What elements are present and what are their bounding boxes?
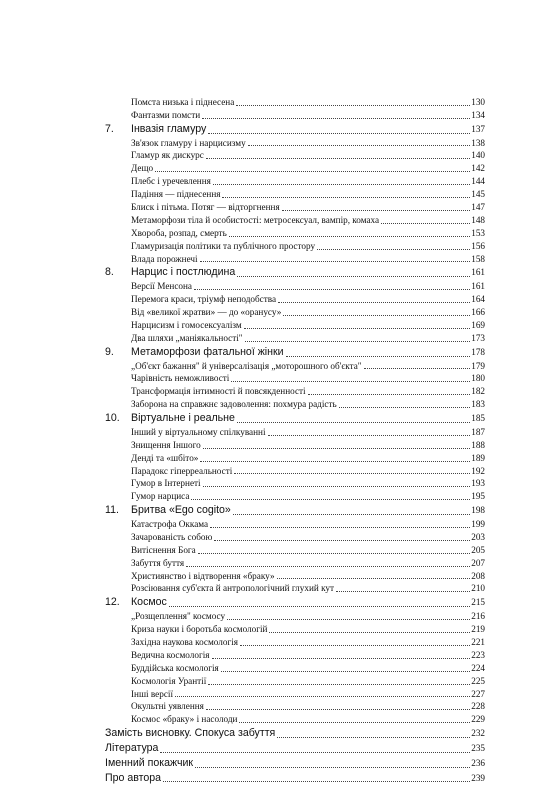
entry-title: Зачарованість собою	[131, 531, 213, 542]
entry-title: Версії Менсона	[131, 281, 192, 292]
page-number: 235	[471, 742, 485, 753]
toc-section-entry	[105, 227, 485, 240]
toc-section-entry	[105, 253, 485, 266]
page-number: 173	[471, 332, 485, 343]
entry-title: Дещо	[131, 163, 154, 174]
dot-leader	[381, 223, 470, 224]
page-number: 169	[471, 319, 485, 330]
page-number: 156	[471, 240, 485, 251]
dot-leader	[175, 696, 470, 697]
toc-section-entry	[105, 188, 485, 201]
dot-leader	[308, 394, 471, 395]
dot-leader	[231, 381, 470, 382]
dot-leader	[239, 722, 470, 723]
dot-leader	[227, 619, 470, 620]
entry-title: Окультні уявлення	[131, 701, 204, 712]
toc-section-entry	[105, 240, 485, 253]
dot-leader	[169, 606, 470, 607]
toc-chapter-entry	[105, 503, 485, 518]
dot-leader	[277, 737, 470, 738]
toc-chapter-entry	[105, 122, 485, 137]
page-number: 161	[471, 281, 485, 292]
toc-section-entry	[105, 372, 485, 385]
entry-title: Буддійська космологія	[131, 662, 219, 673]
entry-title: Література	[105, 741, 159, 754]
toc-section-entry	[105, 518, 485, 531]
entry-title: Метаморфози тіла й особистості: метросексуал, вампір, комаха	[131, 214, 380, 225]
page-number: 193	[471, 478, 485, 489]
toc-backmatter-entry	[105, 726, 485, 741]
page-number: 178	[471, 346, 485, 357]
entry-title: Два шляхи „маніякальності"	[131, 332, 243, 343]
dot-leader	[208, 684, 470, 685]
entry-title: Християнство і відтворення «браку»	[131, 570, 275, 581]
page-number: 187	[471, 426, 485, 437]
dot-leader	[213, 184, 470, 185]
page-number: 232	[471, 728, 485, 739]
toc-section-entry	[105, 319, 485, 332]
entry-title: Забуття буття	[131, 557, 185, 568]
entry-title: Від «великої жратви» — до «оранусу»	[131, 307, 282, 318]
entry-title: Космос	[131, 596, 167, 609]
page-number: 140	[471, 150, 485, 161]
page-number: 188	[471, 439, 485, 450]
page-number: 223	[471, 649, 485, 660]
page-number: 164	[471, 294, 485, 305]
table-of-contents	[105, 96, 485, 785]
page-number: 198	[471, 505, 485, 516]
entry-title: Гумор в Інтернеті	[131, 478, 201, 489]
entry-title: Гумор нарциса	[131, 491, 190, 502]
page-number: 207	[471, 557, 485, 568]
page-number: 205	[471, 544, 485, 555]
entry-title: Хвороба, розпад, смерть	[131, 227, 227, 238]
dot-leader	[244, 328, 470, 329]
page-number: 221	[471, 636, 485, 647]
dot-leader	[206, 709, 470, 710]
toc-backmatter-entry	[105, 756, 485, 771]
dot-leader	[236, 105, 470, 106]
entry-title: Віртуальне і реальне	[131, 412, 235, 425]
page-number: 153	[471, 227, 485, 238]
dot-leader	[198, 553, 470, 554]
toc-section-entry	[105, 162, 485, 175]
dot-leader	[339, 407, 471, 408]
page-number: 227	[471, 688, 485, 699]
entry-title: „Об'єкт бажання" й універсалізація „моторошного об'єкта"	[131, 360, 362, 371]
page-number: 185	[471, 413, 485, 424]
entry-title: Катастрофа Оккама	[131, 519, 209, 530]
page-number: 158	[471, 253, 485, 264]
dot-leader	[277, 578, 471, 579]
toc-section-entry	[105, 398, 485, 411]
dot-leader	[210, 527, 470, 528]
page-number: 199	[471, 519, 485, 530]
entry-title: Денді та «шбіто»	[131, 452, 199, 463]
page-number: 215	[471, 597, 485, 608]
page-number: 179	[471, 360, 485, 371]
page-number: 130	[471, 96, 485, 107]
dot-leader	[200, 461, 470, 462]
toc-section-entry	[105, 675, 485, 688]
toc-section-entry	[105, 201, 485, 214]
entry-title: Ведична космологія	[131, 649, 210, 660]
entry-title: Перемога краси, тріумф неподобства	[131, 294, 277, 305]
entry-title: Блиск і пітьма. Потяг — відторгнення	[131, 202, 280, 213]
entry-title: Падіння — піднесення	[131, 189, 221, 200]
entry-title: Іменний покажчик	[105, 756, 194, 769]
dot-leader	[317, 249, 470, 250]
entry-title: Інші версії	[131, 688, 174, 699]
dot-leader	[155, 171, 470, 172]
page-number: 210	[471, 583, 485, 594]
dot-leader	[206, 158, 470, 159]
dot-leader	[208, 133, 470, 134]
page-number: 195	[471, 491, 485, 502]
dot-leader	[283, 315, 470, 316]
toc-section-entry	[105, 465, 485, 478]
entry-title: Трансформація інтимності й повсякденності	[131, 386, 306, 397]
entry-title: Гламур як дискурс	[131, 150, 204, 161]
chapter-number: 8.	[105, 266, 114, 279]
toc-chapter-entry	[105, 411, 485, 426]
chapter-number: 9.	[105, 345, 114, 358]
toc-section-entry	[105, 477, 485, 490]
toc-chapter-entry	[105, 595, 485, 610]
dot-leader	[237, 422, 470, 423]
toc-section-entry	[105, 700, 485, 713]
page-number: 239	[471, 772, 485, 783]
dot-leader	[222, 197, 470, 198]
toc-section-entry	[105, 649, 485, 662]
dot-leader	[364, 368, 471, 369]
page-number: 228	[471, 701, 485, 712]
page-number: 134	[471, 109, 485, 120]
page-number: 208	[471, 570, 485, 581]
toc-section-entry	[105, 149, 485, 162]
toc-section-entry	[105, 662, 485, 675]
entry-title: Зв'язок гламуру і нарцисизму	[131, 137, 246, 148]
chapter-number: 10.	[105, 412, 120, 425]
chapter-number: 12.	[105, 596, 120, 609]
entry-title: Знищення Іншого	[131, 439, 201, 450]
dot-leader	[203, 448, 470, 449]
entry-title: Помста низька і піднесена	[131, 96, 235, 107]
toc-section-entry	[105, 293, 485, 306]
page-number: 142	[471, 163, 485, 174]
page-number: 148	[471, 214, 485, 225]
dot-leader	[269, 632, 470, 633]
page-number: 225	[471, 675, 485, 686]
entry-title: Космос «браку» і насолоди	[131, 714, 238, 725]
entry-title: Витіснення Бога	[131, 544, 196, 555]
toc-section-entry	[105, 636, 485, 649]
toc-section-entry	[105, 439, 485, 452]
toc-section-entry	[105, 175, 485, 188]
page-number: 145	[471, 189, 485, 200]
page-number: 229	[471, 714, 485, 725]
dot-leader	[160, 752, 470, 753]
dot-leader	[268, 435, 471, 436]
entry-title: Чарівність неможливості	[131, 373, 230, 384]
toc-chapter-entry	[105, 345, 485, 360]
toc-section-entry	[105, 582, 485, 595]
entry-title: Парадокс гіперреальності	[131, 465, 233, 476]
page-number: 161	[471, 267, 485, 278]
entry-title: Влада порожнечі	[131, 253, 198, 264]
dot-leader	[194, 289, 470, 290]
chapter-number: 7.	[105, 122, 114, 135]
entry-title: Гламуризація політики та публічного простору	[131, 240, 316, 251]
entry-title: Плебс і уречевлення	[131, 176, 211, 187]
toc-section-entry	[105, 544, 485, 557]
toc-section-entry	[105, 623, 485, 636]
dot-leader	[286, 356, 471, 357]
toc-section-entry	[105, 713, 485, 726]
toc-section-entry	[105, 570, 485, 583]
toc-backmatter-entry	[105, 771, 485, 786]
dot-leader	[212, 658, 471, 659]
toc-section-entry	[105, 360, 485, 373]
page-number: 180	[471, 373, 485, 384]
entry-title: Інший у віртуальному спілкуванні	[131, 426, 266, 437]
page-number: 183	[471, 399, 485, 410]
page-number: 203	[471, 531, 485, 542]
dot-leader	[282, 210, 471, 211]
dot-leader	[229, 236, 470, 237]
toc-section-entry	[105, 385, 485, 398]
entry-title: Нарцис і постлюдина	[131, 266, 236, 279]
page-number: 236	[471, 757, 485, 768]
entry-title: Заборона на справжнє задоволення: похмура радість	[131, 399, 337, 410]
entry-title: Криза науки і боротьба космологій	[131, 624, 268, 635]
page-number: 137	[471, 123, 485, 134]
dot-leader	[278, 302, 470, 303]
dot-leader	[202, 118, 470, 119]
entry-title: Фантазми помсти	[131, 109, 201, 120]
dot-leader	[221, 671, 470, 672]
dot-leader	[336, 591, 470, 592]
page-number: 216	[471, 611, 485, 622]
entry-title: Космологія Урантії	[131, 675, 207, 686]
toc-chapter-entry	[105, 265, 485, 280]
toc-section-entry	[105, 610, 485, 623]
entry-title: Замість висновку. Спокуса забуття	[105, 727, 276, 740]
dot-leader	[200, 261, 471, 262]
toc-section-entry	[105, 214, 485, 227]
toc-section-entry	[105, 688, 485, 701]
page-number: 189	[471, 452, 485, 463]
page-number: 192	[471, 465, 485, 476]
toc-section-entry	[105, 452, 485, 465]
toc-section-entry	[105, 306, 485, 319]
page-number: 182	[471, 386, 485, 397]
dot-leader	[237, 276, 470, 277]
dot-leader	[234, 473, 470, 474]
toc-section-entry	[105, 557, 485, 570]
chapter-number: 11.	[105, 504, 119, 517]
page-number: 219	[471, 624, 485, 635]
entry-title: Західна наукова космологія	[131, 636, 239, 647]
dot-leader	[248, 145, 471, 146]
dot-leader	[240, 645, 470, 646]
page-number: 138	[471, 137, 485, 148]
entry-title: Про автора	[105, 771, 162, 784]
page-number: 224	[471, 662, 485, 673]
dot-leader	[195, 767, 470, 768]
page-number: 147	[471, 202, 485, 213]
toc-section-entry	[105, 531, 485, 544]
page-number: 144	[471, 176, 485, 187]
entry-title: Бритва «Ego cogito»	[131, 504, 231, 517]
page-number: 166	[471, 307, 485, 318]
dot-leader	[186, 566, 470, 567]
dot-leader	[245, 341, 471, 342]
entry-title: Нарцисизм і гомосексуалізм	[131, 319, 242, 330]
entry-title: Метаморфози фатальної жінки	[131, 345, 284, 358]
toc-section-entry	[105, 426, 485, 439]
dot-leader	[191, 499, 470, 500]
dot-leader	[163, 781, 470, 782]
toc-section-entry	[105, 280, 485, 293]
toc-section-entry	[105, 490, 485, 503]
dot-leader	[203, 486, 471, 487]
entry-title: Інвазія гламуру	[131, 122, 207, 135]
toc-section-entry	[105, 137, 485, 150]
toc-backmatter-entry	[105, 741, 485, 756]
entry-title: Розсіювання суб'єкта й антропологічний глухий кут	[131, 583, 335, 594]
toc-section-entry	[105, 109, 485, 122]
entry-title: „Розщеплення" космосу	[131, 611, 226, 622]
toc-section-entry	[105, 96, 485, 109]
dot-leader	[233, 514, 470, 515]
dot-leader	[214, 540, 470, 541]
toc-section-entry	[105, 332, 485, 345]
